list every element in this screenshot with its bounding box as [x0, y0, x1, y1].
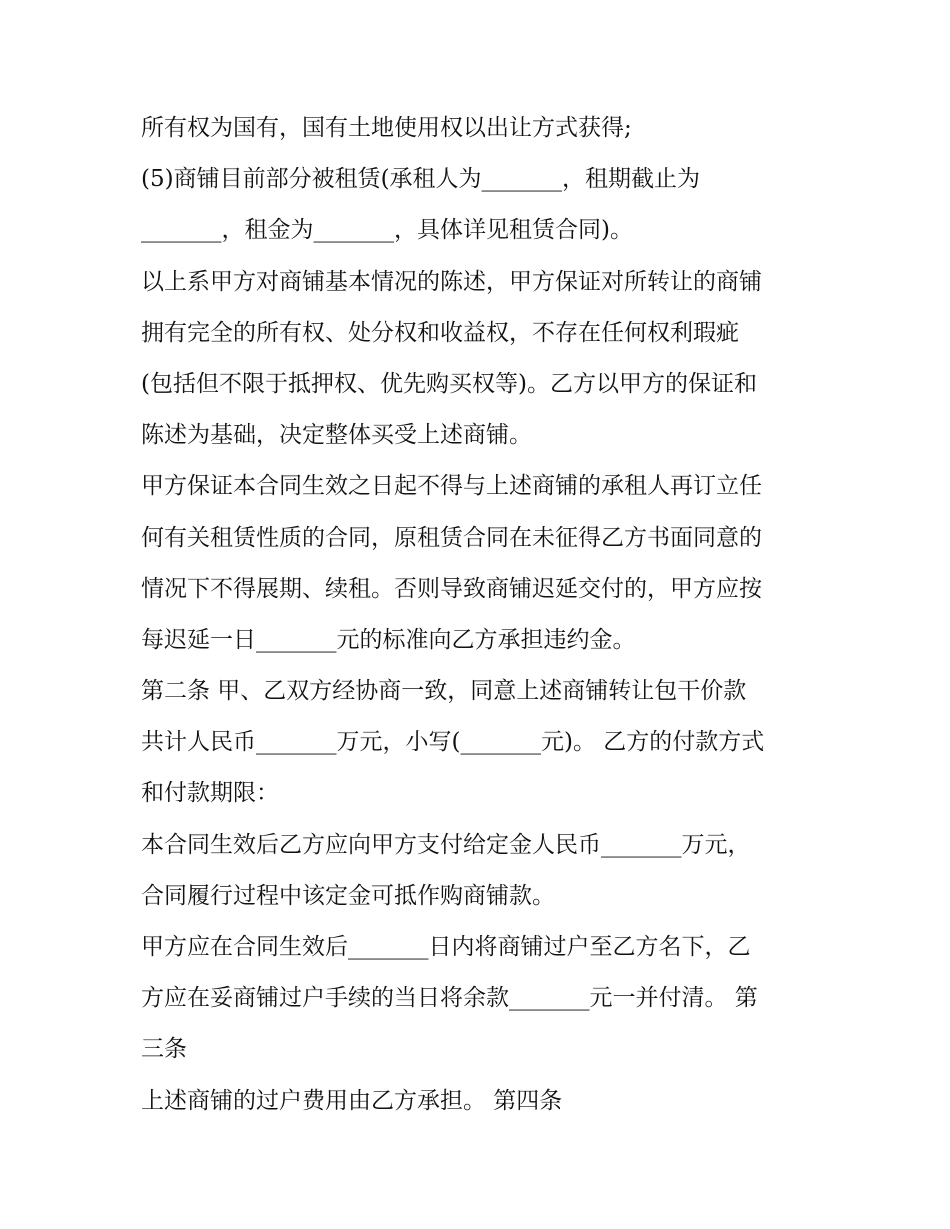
- text-line: 甲方应在合同生效后_______日内将商铺过户至乙方名下，乙: [141, 934, 751, 960]
- text-line: 上述商铺的过户费用由乙方承担。 第四条: [141, 1087, 563, 1114]
- text-line: (5)商铺目前部分被租赁(承租人为_______，租期截止为: [141, 166, 701, 193]
- text-line: 所有权为国有，国有土地使用权以出让方式获得;: [141, 115, 632, 141]
- text-line: 每迟延一日_______元的标准向乙方承担违约金。: [141, 626, 636, 653]
- text-line: 和付款期限：: [141, 780, 279, 807]
- text-line: _______，租金为_______，具体详见租赁合同)。: [141, 217, 633, 244]
- text-line: 第二条 甲、乙双方经协商一致，同意上述商铺转让包干价款: [141, 678, 747, 705]
- text-line: 三条: [141, 1036, 187, 1063]
- text-line: 何有关租赁性质的合同，原租赁合同在未征得乙方书面同意的: [141, 524, 762, 551]
- text-line: 以上系甲方对商铺基本情况的陈述，甲方保证对所转让的商铺: [141, 268, 762, 295]
- text-line: 合同履行过程中该定金可抵作购商铺款。: [141, 882, 555, 909]
- text-line: 共计人民币_______万元，小写(_______元)。 乙方的付款方式: [141, 729, 765, 756]
- text-line: 陈述为基础，决定整体买受上述商铺。: [141, 422, 532, 449]
- text-line: 甲方保证本合同生效之日起不得与上述商铺的承租人再订立任: [141, 473, 762, 500]
- text-line: 方应在妥商铺过户手续的当日将余款_______元一并付清。 第: [141, 985, 758, 1012]
- text-line: 拥有完全的所有权、处分权和收益权，不存在任何权利瑕疵: [141, 319, 739, 346]
- text-line: 本合同生效后乙方应向甲方支付给定金人民币_______万元，: [141, 831, 751, 858]
- text-line: 情况下不得展期、续租。否则导致商铺迟延交付的，甲方应按: [141, 575, 762, 602]
- text-line: (包括但不限于抵押权、优先购买权等)。乙方以甲方的保证和: [141, 370, 757, 397]
- contract-body-text: [141, 103, 821, 1127]
